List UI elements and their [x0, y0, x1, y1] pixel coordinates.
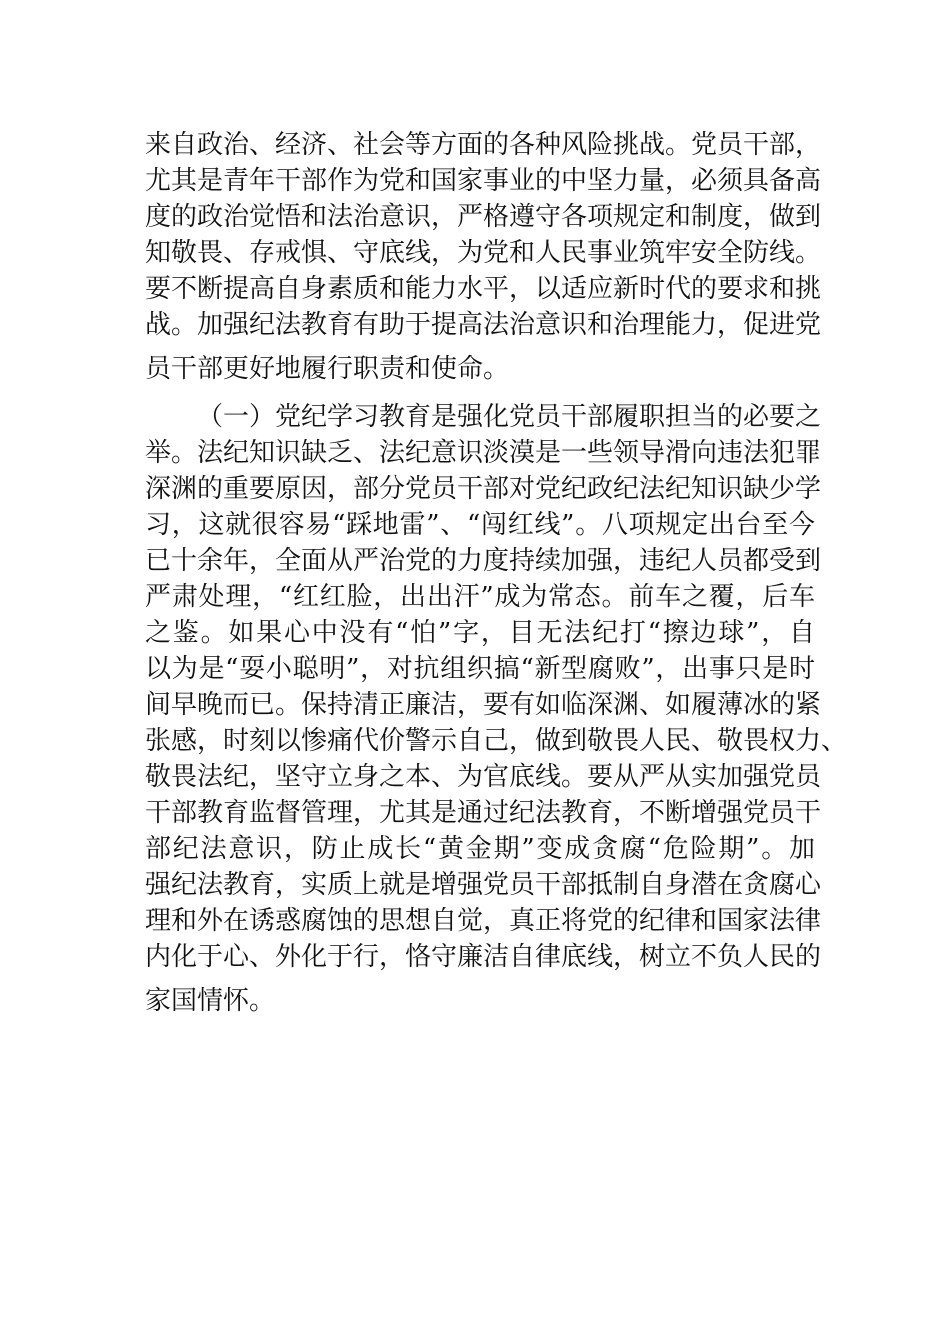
- text-line: 要不断提高自身素质和能力水平，以适应新时代的要求和挑: [145, 274, 822, 304]
- text-line: 习，这就很容易“踩地雷”、“闯红线”。八项规定出台至今: [145, 510, 815, 540]
- text-line: 部纪法意识，防止成长“黄金期”变成贪腐“危险期”。加: [145, 834, 815, 864]
- text-line: 已十余年，全面从严治党的力度持续加强，违纪人员都受到: [145, 546, 822, 576]
- document-body: [145, 127, 848, 1019]
- text-line: 深渊的重要原因，部分党员干部对党纪政纪法纪知识缺少学: [145, 474, 822, 504]
- text-line: 理和外在诱惑腐蚀的思想自觉，真正将党的纪律和国家法律: [145, 906, 822, 936]
- text-line: 以为是“耍小聪明”，对抗组织搞“新型腐败”，出事只是时: [145, 654, 815, 684]
- text-line: 尤其是青年干部作为党和国家事业的中坚力量，必须具备高: [145, 166, 822, 196]
- text-line: 间早晚而已。保持清正廉洁，要有如临深渊、如履薄冰的紧: [145, 690, 822, 720]
- text-line: （一）党纪学习教育是强化党员干部履职担当的必要之: [197, 402, 822, 432]
- text-line: 战。加强纪法教育有助于提高法治意识和治理能力，促进党: [145, 310, 822, 340]
- text-line: 严肃处理，“红红脸，出出汗”成为常态。前车之覆，后车: [145, 582, 815, 612]
- text-line: 举。法纪知识缺乏、法纪意识淡漠是一些领导滑向违法犯罪: [145, 438, 822, 468]
- text-line: 之鉴。如果心中没有“怕”字，目无法纪打“擦边球”，自: [145, 618, 815, 648]
- text-line: 强纪法教育，实质上就是增强党员干部抵制自身潜在贪腐心: [145, 870, 822, 900]
- text-line: 干部教育监督管理，尤其是通过纪法教育，不断增强党员干: [145, 798, 822, 828]
- text-line: 来自政治、经济、社会等方面的各种风险挑战。党员干部，: [145, 130, 822, 160]
- text-line: 内化于心、外化于行，恪守廉洁自律底线，树立不负人民的: [145, 942, 822, 972]
- text-line: 张感，时刻以惨痛代价警示自己，做到敬畏人民、敬畏权力、: [145, 726, 848, 756]
- text-line: 员干部更好地履行职责和使命。: [145, 354, 510, 384]
- text-line: 知敬畏、存戒惧、守底线，为党和人民事业筑牢安全防线。: [145, 238, 822, 268]
- text-line: 敬畏法纪，坚守立身之本、为官底线。要从严从实加强党员: [145, 762, 822, 792]
- text-line: 度的政治觉悟和法治意识，严格遵守各项规定和制度，做到: [145, 202, 822, 232]
- text-line: 家国情怀。: [145, 986, 276, 1016]
